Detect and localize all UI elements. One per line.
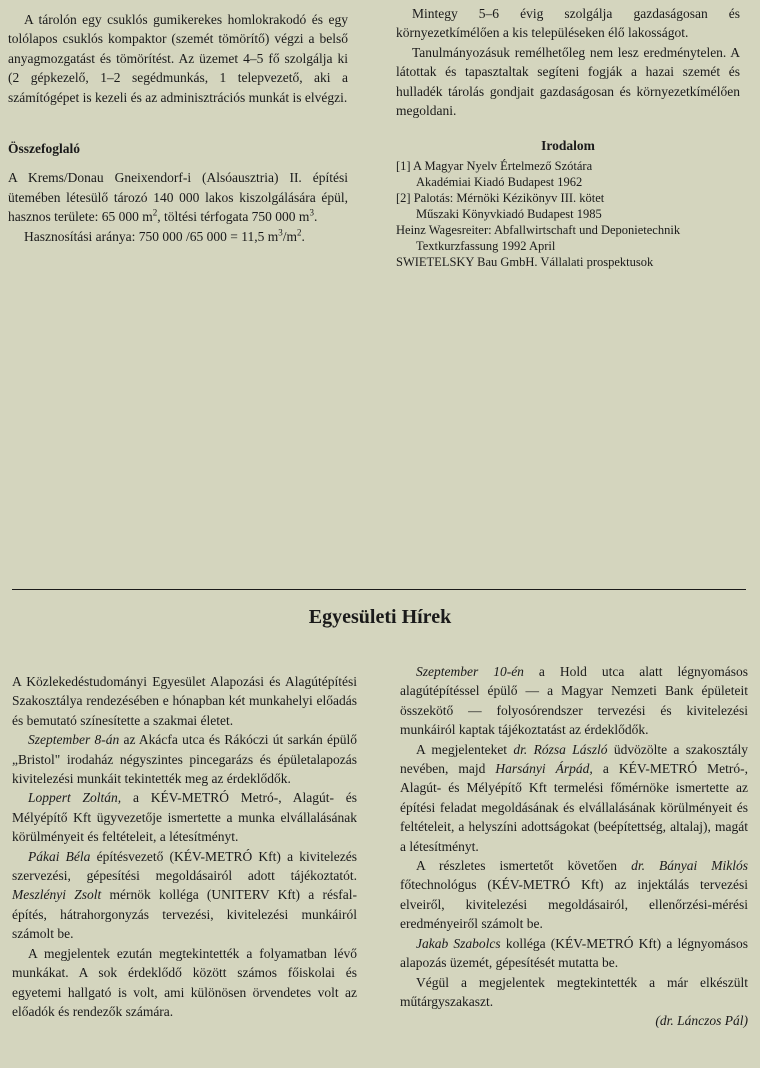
paragraph: Tanulmányozásuk remélhetőleg nem lesz eredménytelen. A látottak és tapasztaltak segíteni fogják a hazai szemét és hulladék tárolás gondjait gazdaságosan és környezetkímélően megoldani.	[396, 44, 740, 119]
reference-item-detail: Textkurzfassung 1992 April	[416, 238, 556, 253]
paragraph: Jakab Szabolcs kolléga (KÉV-METRÓ Kft) a légnyomásos alapozás üzemét, gépesítését mutatta be.	[400, 935, 749, 971]
section-title: Egyesületi Hírek	[308, 606, 452, 628]
paragraph: Hasznosítási aránya: 750 000 /65 000 = 11,5 $m^3/m^2$.	[24, 227, 305, 244]
paragraph: Pákai Béla építésvezető (KÉV-METRÓ Kft) a kivitelezés szervezési, gépesítési megoldásairól adott tájékoztatót. Meszlényi Zsolt mérnök kolléga (UNITERV Kft) a résfal-építés, hátrahorgonyzás tervezési, kivitelezési munkáiról számolt be.	[12, 848, 358, 942]
reference-item: [2] Palotás: Mérnöki Kézikönyv III. kötet	[396, 190, 605, 205]
reference-item: [1] A Magyar Nyelv Értelmező Szótára	[396, 158, 593, 173]
top-right-column	[396, 4, 740, 270]
paragraph: Mintegy 5–6 évig szolgálja gazdaságosan és környezetkímélően a kis településeken élő lakosságot.	[396, 6, 740, 41]
reference-item-detail: Akadémiai Kiadó Budapest 1962	[416, 174, 583, 189]
reference-item: Heinz Wagesreiter: Abfallwirtschaft und Deponietechnik	[396, 222, 681, 237]
paragraph: A tárolón egy csuklós gumikerekes homlokrakodó és egy tolólapos csuklós kompaktor (szemét tömörítő) végzi a belső anyagmozgatást és tömörítést. Az üzemet 4–5 fő szolgálja ki (2 gépkezelő, 1–2 segédmunkás, 1 telepvezető, aki a számítógépet is kezeli és az adminisztrációs munkát is elvégzi.	[8, 12, 348, 105]
paragraph: A részletes ismertetőt követően dr. Bányai Miklós főtechnológus (KÉV-METRÓ Kft) az injektálás tervezési elveiről, kivitelezési megoldásairól, ellenőrzési-mérési eredményeiről számolt be.	[400, 858, 748, 932]
paragraph: Szeptember 8-án az Akácfa utca és Rákóczi út sarkán épülő „Bristol" irodaház négyszintes pincegarázs és épületalapozás kivitelezési munkáit tekintették meg az érdeklődők.	[12, 732, 357, 787]
paragraph: A Krems/Donau Gneixendorf-i (Alsóausztria) II. építési ütemében létesülő tározó 140 000 lakos kiszolgálására épül, hasznos területe: 65 000 $m^2$, töltési térfogata 750 000 $m^3$.	[8, 170, 348, 225]
author-signature: (dr. Lánczos Pál)	[655, 1013, 748, 1029]
paragraph: Loppert Zoltán, a KÉV-METRÓ Metró-, Alagút- és Mélyépítő Kft ügyvezetője ismertette a munka elvállalásának körülményeit és feltételeit, a létesítményt.	[12, 790, 357, 845]
top-left-column	[8, 10, 348, 246]
section-divider	[12, 589, 746, 590]
bottom-left-column	[12, 672, 357, 1021]
paragraph: A megjelenteket dr. Rózsa László üdvözölte a szakosztály nevében, majd Harsányi Árpád, a KÉV-METRÓ Metró-, Alagút- és Mélyépítő Kft termelési főmérnöke ismertette az építési feladat megoldásának és elvállalásának körülményeit és feltételeit, a helyszíni adottságokat (beépítettség, altalaj), magát a létesítményt.	[400, 741, 748, 854]
paragraph: A Közlekedéstudományi Egyesület Alapozási és Alagútépítési Szakosztálya rendezésében e hónapban két munkahelyi előadás és bemutató színesítette a szakmai életet.	[12, 674, 357, 728]
paragraph: A megjelentek ezután megtekintették a folyamatban lévő munkákat. A sok érdeklődő között számos főiskolai és egyetemi hallgató is volt, ami különösen örvendetes volt az előadók és rendezők számára.	[12, 945, 357, 1019]
references-heading: Irodalom	[541, 138, 595, 154]
references-list	[396, 158, 740, 270]
reference-item-detail: Műszaki Könyvkiadó Budapest 1985	[416, 206, 602, 221]
paragraph: Szeptember 10-én a Hold utca alatt légnyomásos alagútépítéssel épülő — a Magyar Nemzeti Bank épületeit összekötő — folyosórendszer tervezési és kivitelezési munkáiról kaptak tájékoztatást az érdeklődők.	[400, 664, 748, 738]
paragraph: Végül a megjelentek megtekintették a már elkészült műtárgyszakaszt.	[400, 974, 748, 1009]
summary-heading: Összefoglaló	[8, 141, 80, 157]
reference-item: SWIETELSKY Bau GmbH. Vállalati prospektusok	[396, 254, 654, 269]
bottom-right-column	[400, 662, 748, 1031]
